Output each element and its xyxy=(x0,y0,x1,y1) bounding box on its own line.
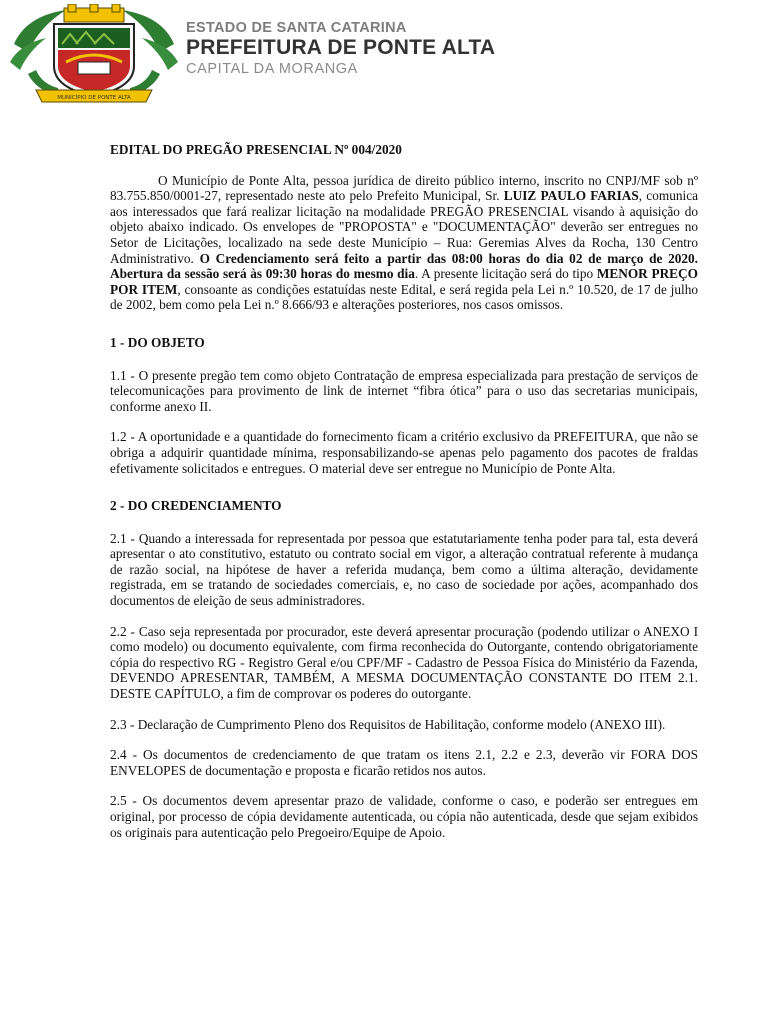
intro-text-2: , comunica aos interessados que fará realizar licitação na modalidade PREGÃO PRESENCIAL visando à aquisição do objeto abaixo indicado. Os envelopes de "PROPOSTA" e "DOCUMENTAÇÃO" deverão ser entregues no Setor de Licitações, localizado na sede deste Município – Rua: Geremias Alves da Rocha, 130 Centro Administrativo. xyxy=(110,188,698,266)
intro-paragraph xyxy=(110,173,698,313)
credentialing-schedule: O Credenciamento será feito a partir das 08:00 horas do dia 02 de março de 2020. Abertura da sessão será às 09:30 horas do mesmo dia xyxy=(110,250,699,282)
letterhead-prefecture: PREFEITURA DE PONTE ALTA xyxy=(186,36,496,59)
intro-text-3: . A presente licitação será do tipo xyxy=(414,266,597,282)
clause-2-2: 2.2 - Caso seja representada por procurador, este deverá apresentar procuração (podendo utilizar o ANEXO I como modelo) ou documento equivalente, com firma reconhecida do Outorgante, contendo obrigatoriamente cópia do respectivo RG - Registro Geral e/ou CPF/MF - Cadastro de Pessoa Física do Ministério da Fazenda, DEVENDO APRESENTAR, TAMBÉM, A MESMA DOCUMENTAÇÃO CONSTANTE DO ITEM 2.1. DESTE CAPÍTULO, a fim de comprovar os poderes do outorgante. xyxy=(110,623,698,702)
intro-text-4: , consoante as condições estatuídas neste Edital, e será regida pela Lei n.º 10.520, de 17 de julho de 2002, bem como pela Lei n.º 8.666/93 e alterações posteriores, nos casos omissos. xyxy=(110,281,698,313)
section-heading-objeto: 1 - DO OBJETO xyxy=(110,334,205,350)
section-heading-credenciamento: 2 - DO CREDENCIAMENTO xyxy=(110,498,282,514)
clause-2-3: 2.3 - Declaração de Cumprimento Pleno dos Requisitos de Habilitação, conforme modelo (ANEXO III). xyxy=(110,716,666,732)
clause-1-1: 1.1 - O presente pregão tem como objeto Contratação de empresa especializada para prestação de serviços de telecomunicações para provimento de link de internet “fibra ótica” para o uso das secretarias municipais, conforme anexo II. xyxy=(110,367,698,414)
mayor-name: LUIZ PAULO FARIAS xyxy=(503,188,639,204)
letterhead-state: ESTADO DE SANTA CATARINA xyxy=(186,20,407,36)
intro-text-1: O Município de Ponte Alta, pessoa jurídica de direito público interno, inscrito no CNPJ/MF sob nº 83.755.850/0001-27, representado neste ato pelo Prefeito Municipal, Sr. xyxy=(110,172,698,204)
letterhead-slogan: CAPITAL DA MORANGA xyxy=(186,61,358,77)
svg-text:MUNICÍPIO DE PONTE ALTA: MUNICÍPIO DE PONTE ALTA xyxy=(57,95,131,101)
document-body xyxy=(110,142,698,855)
document-title: EDITAL DO PREGÃO PRESENCIAL Nº 004/2020 xyxy=(110,142,402,157)
clause-2-1: 2.1 - Quando a interessada for representada por pessoa que estatutariamente tenha poder para tal, esta deverá apresentar o ato constitutivo, estatuto ou contrato social em vigor, a alteração contratual referente à mudança de razão social, na hipótese de haver a referida mudança, bem como a última alteração, devidamente registrada, em se tratando de sociedades comerciais, e, no caso de sociedade por ações, acompanhado dos documentos de eleição de seus administradores. xyxy=(110,530,698,609)
clause-2-5: 2.5 - Os documentos devem apresentar prazo de validade, conforme o caso, e poderão ser entregues em original, por processo de cópia devidamente autenticada, ou cópia não autenticada, desde que sejam exibidos os originais para autenticação pelo Pregoeiro/Equipe de Apoio. xyxy=(110,793,698,840)
clause-2-4: 2.4 - Os documentos de credenciamento de que tratam os itens 2.1, 2.2 e 2.3, deverão vir FORA DOS ENVELOPES de documentação e proposta e ficarão retidos nos autos. xyxy=(110,747,698,778)
letterhead xyxy=(0,0,770,110)
clause-1-2: 1.2 - A oportunidade e a quantidade do fornecimento ficam a critério exclusivo da PREFEITURA, que não se obriga a adquirir quantidade mínima, responsabilizando-se apenas pelo pagamento dos pacotes de fraldas efetivamente solicitados e entregues. O material deve ser entregue no Município de Ponte Alta. xyxy=(110,429,698,476)
municipal-coat-of-arms-icon xyxy=(6,4,182,106)
bid-type: MENOR PREÇO POR ITEM xyxy=(110,266,698,297)
